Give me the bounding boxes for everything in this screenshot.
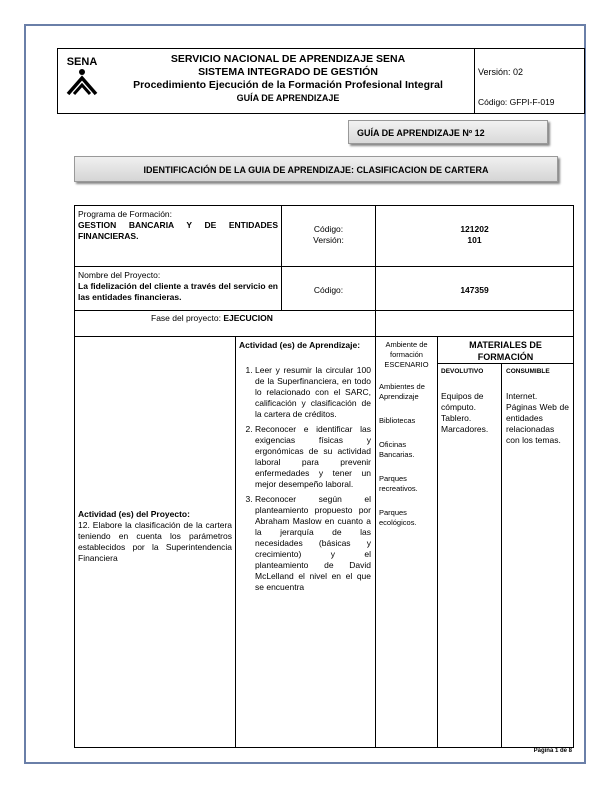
project-activity-cell	[74, 336, 236, 748]
program-value: GESTION BANCARIA Y DE ENTIDADES FINANCIERAS.	[78, 220, 278, 241]
learning-activity-cell	[235, 336, 376, 748]
header-line-4: GUÍA DE APRENDIZAJE	[236, 93, 340, 103]
materials-label: MATERIALES DE FORMACIÓN	[469, 340, 542, 362]
header-line-1: SERVICIO NACIONAL DE APRENDIZAJE SENA	[170, 53, 406, 65]
program-code-label: Código:	[313, 224, 344, 234]
guide-number-box: GUÍA DE APRENDIZAJE Nº 12	[348, 120, 548, 144]
program-label: Programa de Formación:	[78, 209, 173, 219]
project-value: La fidelización del cliente a través del servicio en las entidades financieras.	[78, 281, 278, 302]
header-line-3: Procedimiento Ejecución de la Formación Profesional Integral	[133, 79, 443, 91]
project-label: Nombre del Proyecto:	[78, 270, 161, 280]
program-version-label: Versión:	[313, 235, 344, 245]
project-code-label-cell	[281, 266, 376, 311]
header-text	[106, 53, 470, 105]
environment-item: Ambientes de Aprendizaje	[379, 382, 425, 401]
program-version-value: 101	[467, 235, 482, 245]
phase-label: Fase del proyecto:	[151, 313, 221, 323]
consumable-materials-cell	[501, 363, 574, 748]
environment-cell	[375, 336, 438, 748]
learning-activity-list	[239, 365, 371, 593]
project-code-label: Código:	[313, 285, 344, 295]
code-label: Código: GFPI-F-019	[478, 97, 555, 107]
environment-item: Parques recreativos.	[379, 474, 418, 493]
guide-identification-box: IDENTIFICACIÓN DE LA GUIA DE APRENDIZAJE: CLASIFICACION DE CARTERA	[74, 156, 558, 182]
header-meta	[474, 49, 584, 113]
sena-logo-icon	[62, 52, 102, 98]
program-code-value: 121202	[460, 224, 489, 234]
version-label: Versión: 02	[478, 67, 524, 77]
environment-item: Oficinas Bancarias.	[379, 440, 415, 459]
program-cell	[74, 205, 282, 267]
returnable-value: Equipos de cómputo. Tablero. Marcadores.	[441, 391, 489, 434]
environment-item: Parques ecológicos.	[379, 508, 417, 527]
header-title-block	[58, 49, 475, 113]
learning-activity-label: Actividad (es) de Aprendizaje:	[239, 340, 361, 350]
phase-empty-cell	[375, 310, 574, 337]
environment-label: Ambiente de formación ESCENARIO	[384, 340, 429, 369]
consumable-label: CONSUMIBLE	[506, 368, 550, 375]
returnable-label: DEVOLUTIVO	[441, 368, 484, 375]
learning-activity-item: 3. Reconocer según el planteamiento propuesto por Abraham Maslow en cuanto a la jerarquía de las necesidades (básicas y crecimiento) y el planteamiento de David McLelland el nivel en el que se encuentra	[255, 494, 371, 593]
program-code-values	[375, 205, 574, 267]
returnable-materials-cell	[437, 363, 502, 748]
project-activity-label: Actividad (es) del Proyecto:	[78, 509, 190, 519]
phase-value: EJECUCION	[223, 313, 273, 323]
project-code-value-cell	[375, 266, 574, 311]
learning-activity-item: 1. Leer y resumir la circular 100 de la Superfinanciera, en todo lo relacionado con el SARC, calificación y clasificación de la cartera de créditos.	[255, 365, 371, 420]
header-line-2: SISTEMA INTEGRADO DE GESTIÓN	[198, 66, 378, 78]
environment-item: Bibliotecas	[379, 416, 416, 425]
consumable-value: Internet. Páginas Web de entidades relacionadas con los temas.	[506, 391, 569, 445]
project-cell	[74, 266, 282, 311]
page-number: Página 1 de 8	[533, 748, 572, 754]
phase-cell	[74, 310, 376, 337]
program-code-labels	[281, 205, 376, 267]
project-code-value: 147359	[460, 285, 489, 295]
learning-activity-item: 2. Reconocer e identificar las exigencias físicas y ergonómicas de su actividad laboral para prevenir enfermedades y tener un mejor desempeño laboral.	[255, 424, 371, 490]
project-activity-value: 12. Elabore la clasificación de la cartera teniendo en cuenta los parámetros establecidos por la Superintendencia Financiera	[78, 520, 232, 563]
materials-header-cell	[437, 336, 574, 364]
logo-text: SENA	[66, 56, 98, 68]
document-header	[57, 48, 585, 114]
